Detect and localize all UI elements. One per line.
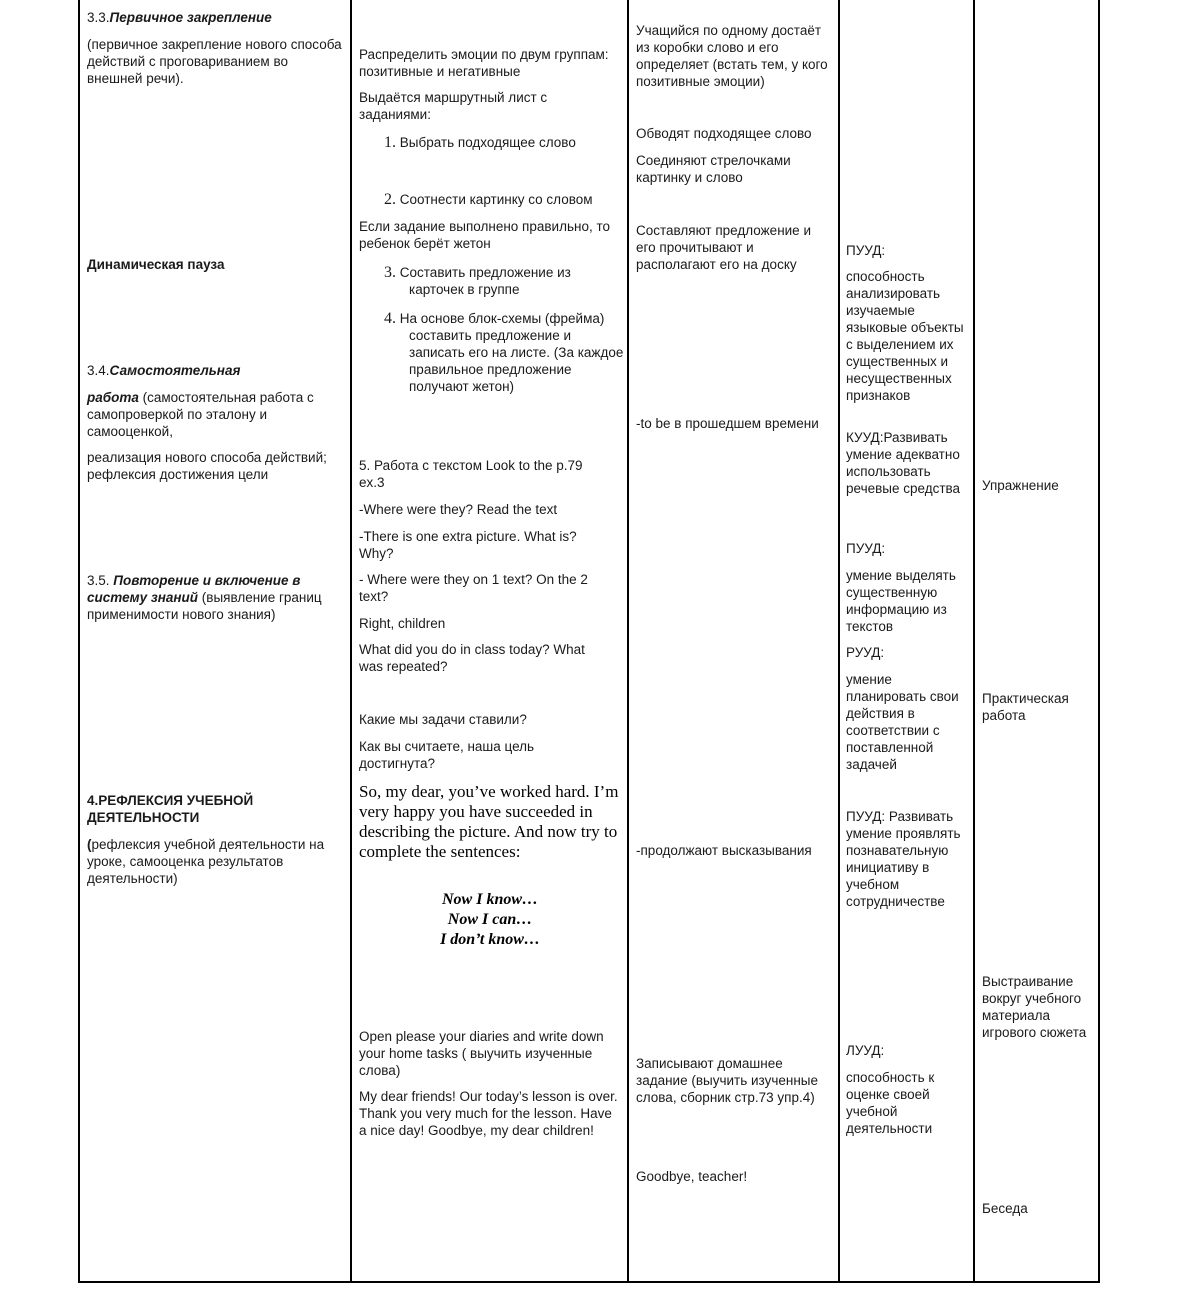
outcome-heading-1: ПУУД:: [846, 243, 886, 258]
form-text-3: Выстраивание вокруг учебного материала игрового сюжета: [982, 974, 1087, 1040]
column-divider-4: [973, 0, 975, 1283]
student-text-2: Обводят подходящее слово: [636, 126, 812, 141]
teacher-text-12: Как вы считаете, наша цель достигнута?: [359, 739, 535, 771]
form-text-4: Беседа: [982, 1201, 1028, 1216]
sentence-starter-can: Now I can…: [447, 911, 533, 928]
stage-4-heading: 4.РЕФЛЕКСИЯ УЧЕБНОЙ ДЕЯТЕЛЬНОСТИ: [87, 793, 254, 825]
outcome-heading-4: ЛУУД:: [846, 1043, 885, 1058]
teacher-text-3: Если задание выполнено правильно, то ребенок берёт жетон: [359, 219, 611, 251]
outcome-heading-3: РУУД:: [846, 645, 885, 660]
teacher-text-10: What did you do in class today? What was repeated?: [359, 642, 585, 674]
outcome-text-6: способность к оценке своей учебной деятельности: [846, 1070, 935, 1136]
student-text-3: Соединяют стрелочками картинку и слово: [636, 153, 791, 185]
teacher-text-6: -Where were they? Read the text: [359, 502, 558, 517]
form-text-2: Практическая работа: [982, 691, 1069, 723]
table-border-bottom: [78, 1281, 1100, 1283]
student-text-7: Записывают домашнее задание (выучить изученные слова, сборник стр.73 упр.4): [636, 1056, 818, 1105]
stage-3-3-heading: 3.3.Первичное закрепление: [87, 10, 272, 25]
sentence-starter-know: Now I know…: [441, 891, 539, 908]
teacher-text-5: 5. Работа с текстом Look to the p.79 ex.3: [359, 458, 583, 490]
student-text-4: Составляют предложение и его прочитывают и располагают его на доску: [636, 223, 811, 272]
teacher-text-2: Выдаётся маршрутный лист с заданиями:: [359, 90, 548, 122]
student-text-8: Goodbye, teacher!: [636, 1169, 748, 1184]
stage-3-3-description: (первичное закрепление нового способа действий с проговариванием во внешней речи).: [87, 37, 342, 86]
stage-4-description: (рефлексия учебной деятельности на уроке, самооценка результатов деятельности): [87, 837, 325, 886]
column-divider-2: [627, 0, 629, 1283]
teacher-text-7: -There is one extra picture. What is? Why?: [359, 529, 577, 561]
outcome-text-4: умение планировать свои действия в соответствии с поставленной задачей: [846, 672, 959, 772]
student-text-5: -to be в прошедшем времени: [636, 416, 819, 431]
outcome-text-5: ПУУД: Развивать умение проявлять познавательную инициативу в учебном сотрудничестве: [846, 809, 961, 909]
column-divider-1: [350, 0, 352, 1283]
sentence-starter-dont-know: I don’t know…: [440, 931, 540, 948]
outcome-text-3: умение выделять существенную информацию из текстов: [846, 568, 956, 634]
table-border-right: [1098, 0, 1100, 1283]
teacher-text-14: Open please your diaries and write down your home tasks ( выучить изученные слова): [359, 1029, 604, 1078]
form-text-1: Упражнение: [982, 478, 1059, 493]
outcome-text-2: КУУД:Развивать умение адекватно использовать речевые средства: [846, 430, 961, 496]
student-text-6: -продолжают высказывания: [636, 843, 812, 858]
teacher-text-13: So, my dear, you’ve worked hard. I’m very happy you have succeeded in describing the picture. And now try to complete the sentences:: [359, 782, 619, 861]
stage-3-4-description-2: реализация нового способа действий; рефлексия достижения цели: [87, 450, 327, 482]
stage-3-5-heading: 3.5. Повторение и включение в систему знаний (выявление границ применимости нового знания): [87, 573, 322, 622]
column-divider-3: [838, 0, 840, 1283]
teacher-text-15: My dear friends! Our today’s lesson is over. Thank you very much for the lesson. Have a nice day! Goodbye, my dear children!: [359, 1089, 618, 1138]
stage-3-4-description: работа (самостоятельная работа с самопроверкой по эталону и самооценкой,: [87, 390, 314, 439]
task-item-3: 3. Составить предложение из карточек в группе: [384, 264, 571, 297]
task-item-4: 4. На основе блок-схемы (фрейма) составить предложение и записать его на листе. (За каждое правильное предложение получают жетон): [384, 310, 624, 394]
outcome-heading-2: ПУУД:: [846, 541, 886, 556]
stage-3-4-heading: 3.4.Самостоятельная: [87, 363, 241, 378]
task-item-2: 2. Соотнести картинку со словом: [384, 191, 593, 208]
student-text-1: Учащийся по одному достаёт из коробки слово и его определяет (встать тем, у кого позитивные эмоции): [636, 23, 828, 89]
dynamic-pause-heading: Динамическая пауза: [87, 257, 225, 272]
teacher-text-8: - Where were they on 1 text? On the 2 text?: [359, 572, 588, 604]
teacher-text-11: Какие мы задачи ставили?: [359, 712, 527, 727]
teacher-text-1: Распределить эмоции по двум группам: позитивные и негативные: [359, 47, 609, 79]
outcome-text-1: способность анализировать изучаемые языковые объекты с выделением их существенных и несущественных признаков: [846, 269, 964, 403]
table-border-left: [78, 0, 80, 1283]
task-item-1: 1. Выбрать подходящее слово: [384, 134, 576, 151]
teacher-text-9: Right, children: [359, 616, 446, 631]
